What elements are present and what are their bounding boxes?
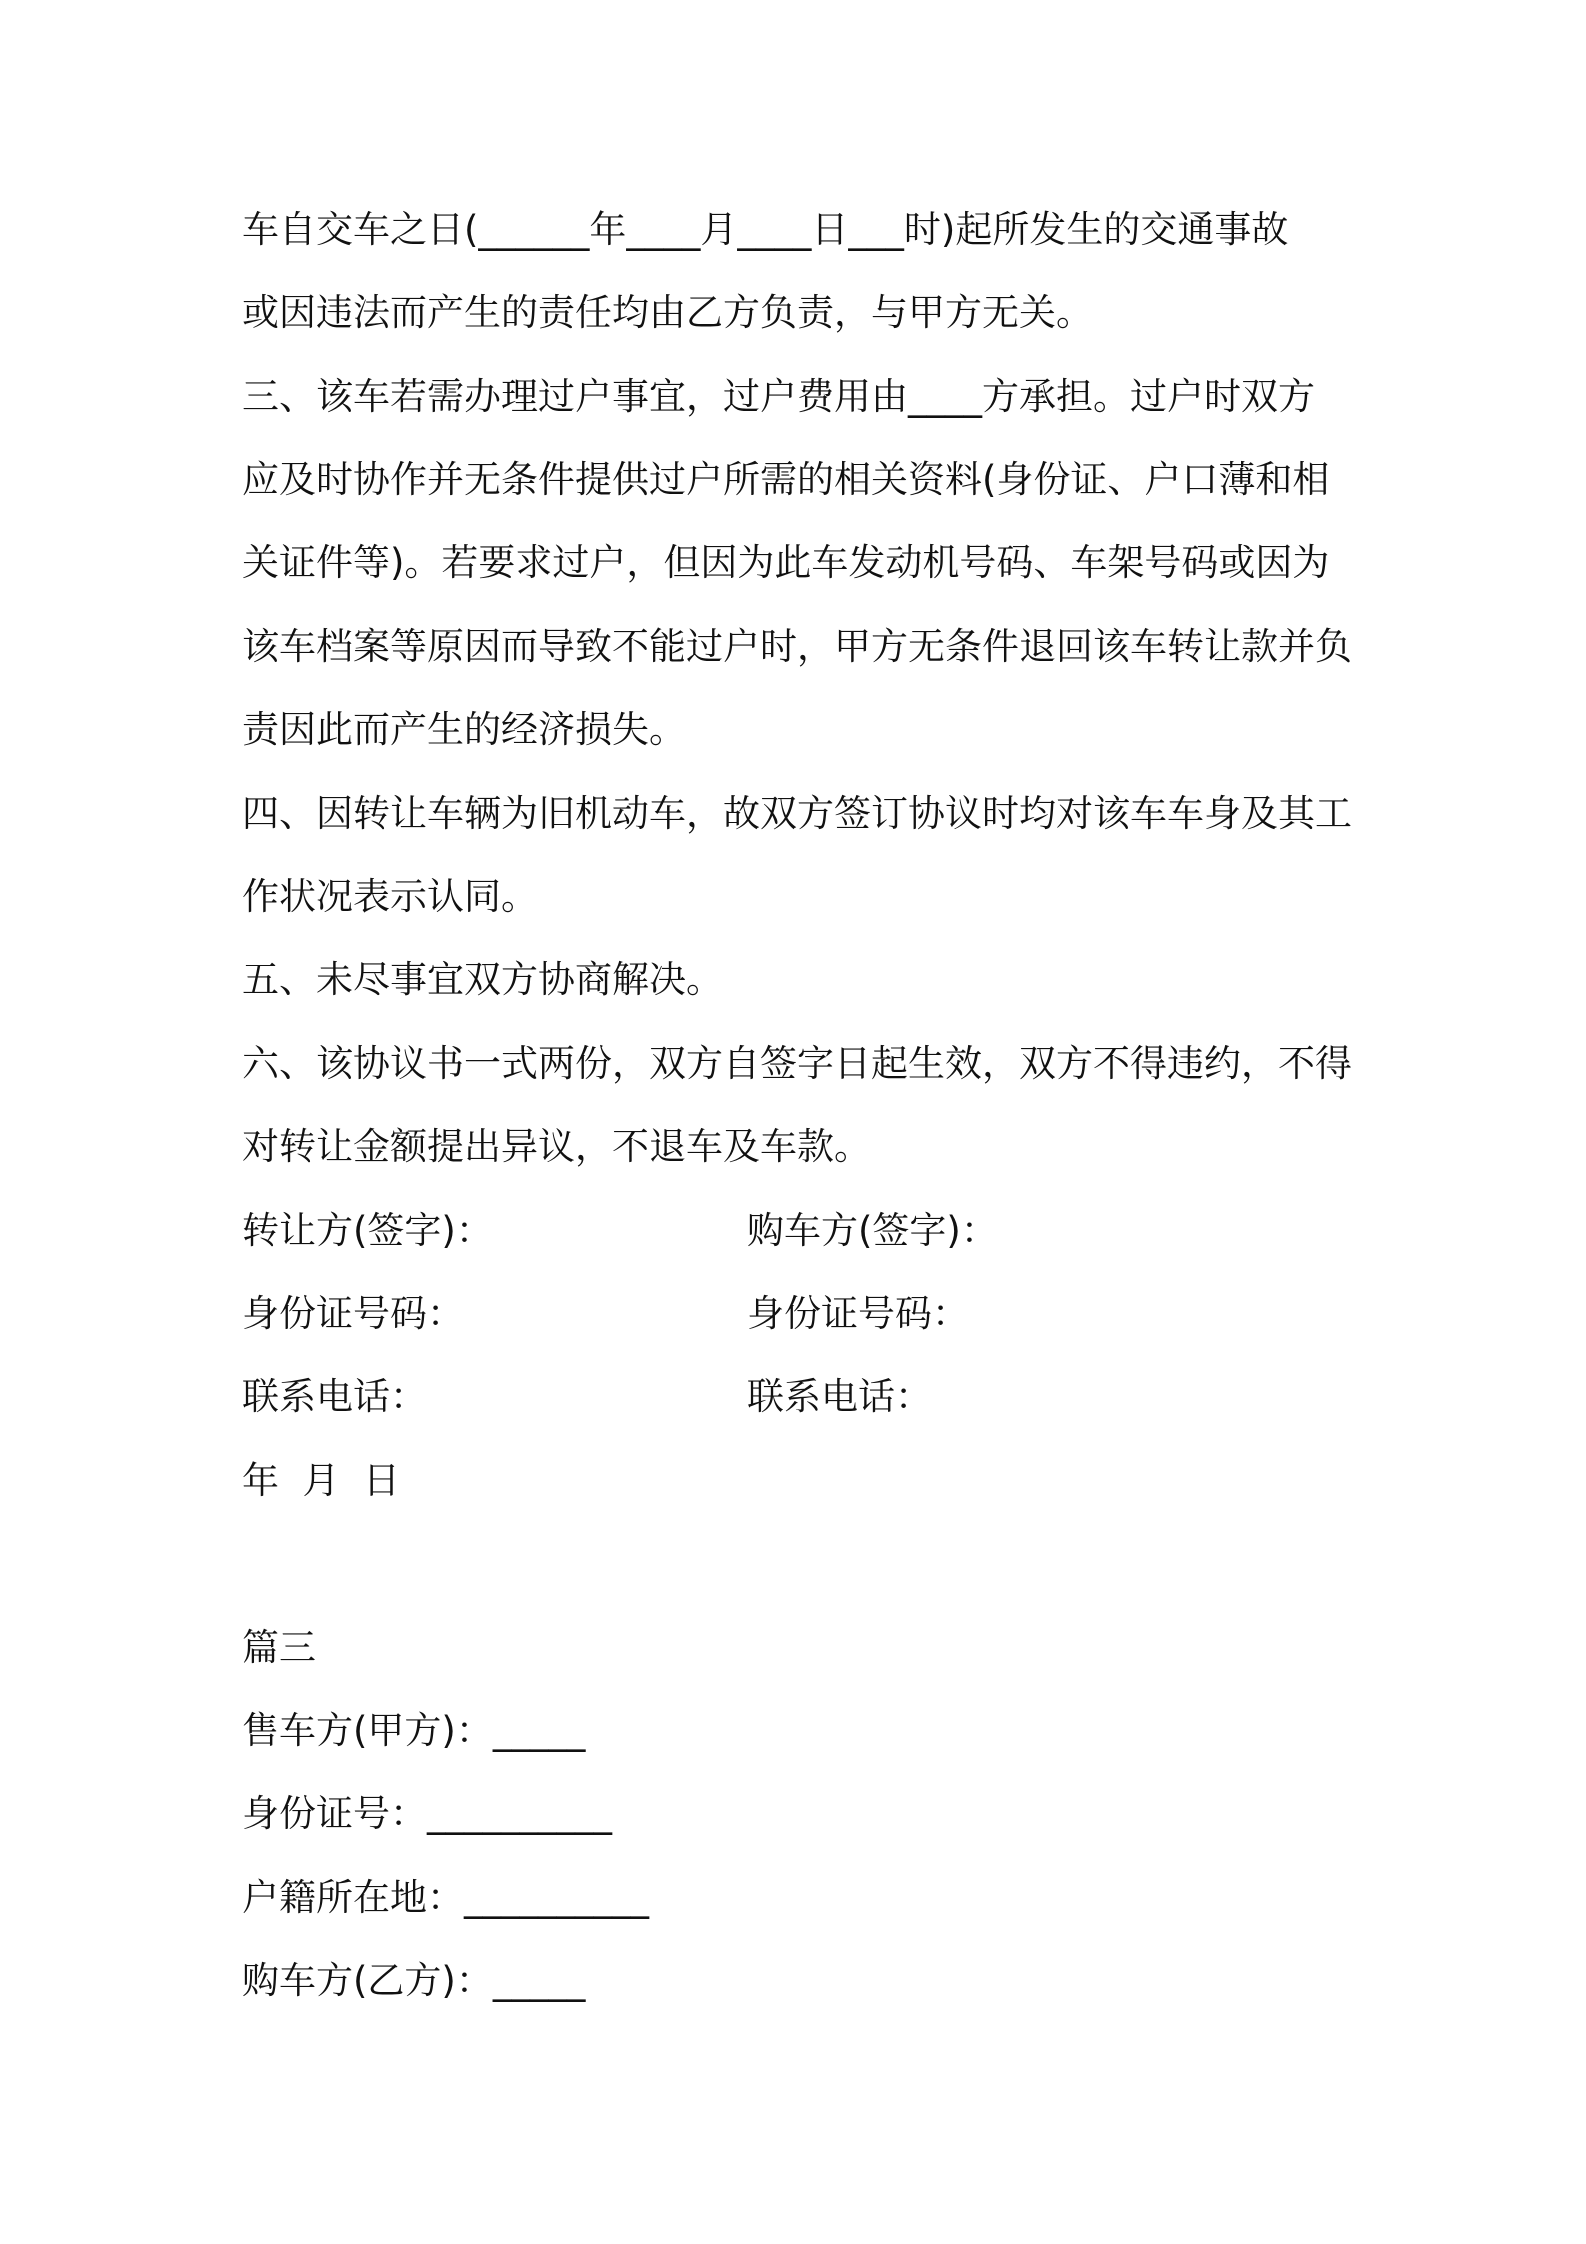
paragraph-line: 车自交车之日(______年____月____日___时)起所发生的交通事故 bbox=[242, 208, 1289, 251]
id-number-line: 身份证号：__________ bbox=[242, 1792, 612, 1835]
buyer-phone-label: 联系电话： bbox=[747, 1375, 932, 1418]
seller-party-line: 售车方(甲方)：_____ bbox=[242, 1709, 586, 1752]
seller-phone-label: 联系电话： bbox=[242, 1375, 427, 1418]
buyer-party-line: 购车方(乙方)：_____ bbox=[242, 1959, 586, 2002]
clause-five-line: 五、未尽事宜双方协商解决。 bbox=[242, 958, 723, 1001]
buyer-signature-label: 购车方(签字)： bbox=[747, 1209, 998, 1252]
section-heading: 篇三 bbox=[242, 1626, 316, 1669]
clause-four-line: 四、因转让车辆为旧机动车，故双方签订协议时均对该车车身及其工 bbox=[242, 792, 1352, 835]
paragraph-line: 责因此而产生的经济损失。 bbox=[242, 708, 686, 751]
paragraph-line: 或因违法而产生的责任均由乙方负责，与甲方无关。 bbox=[242, 291, 1093, 334]
buyer-id-label: 身份证号码： bbox=[747, 1292, 969, 1335]
seller-id-label: 身份证号码： bbox=[242, 1292, 464, 1335]
paragraph-line: 关证件等)。若要求过户，但因为此车发动机号码、车架号码或因为 bbox=[242, 541, 1330, 584]
clause-six-line: 六、该协议书一式两份，双方自签字日起生效，双方不得违约，不得 bbox=[242, 1042, 1352, 1085]
seller-signature-label: 转让方(签字)： bbox=[242, 1209, 493, 1252]
domicile-line: 户籍所在地：__________ bbox=[242, 1876, 649, 1919]
paragraph-line: 作状况表示认同。 bbox=[242, 875, 538, 918]
paragraph-line: 对转让金额提出异议，不退车及车款。 bbox=[242, 1125, 871, 1168]
clause-three-line: 三、该车若需办理过户事宜，过户费用由____方承担。过户时双方 bbox=[242, 375, 1315, 418]
paragraph-line: 应及时协作并无条件提供过户所需的相关资料(身份证、户口薄和相 bbox=[242, 458, 1330, 501]
date-line: 年 月 日 bbox=[242, 1459, 401, 1502]
paragraph-line: 该车档案等原因而导致不能过户时，甲方无条件退回该车转让款并负 bbox=[242, 625, 1352, 668]
